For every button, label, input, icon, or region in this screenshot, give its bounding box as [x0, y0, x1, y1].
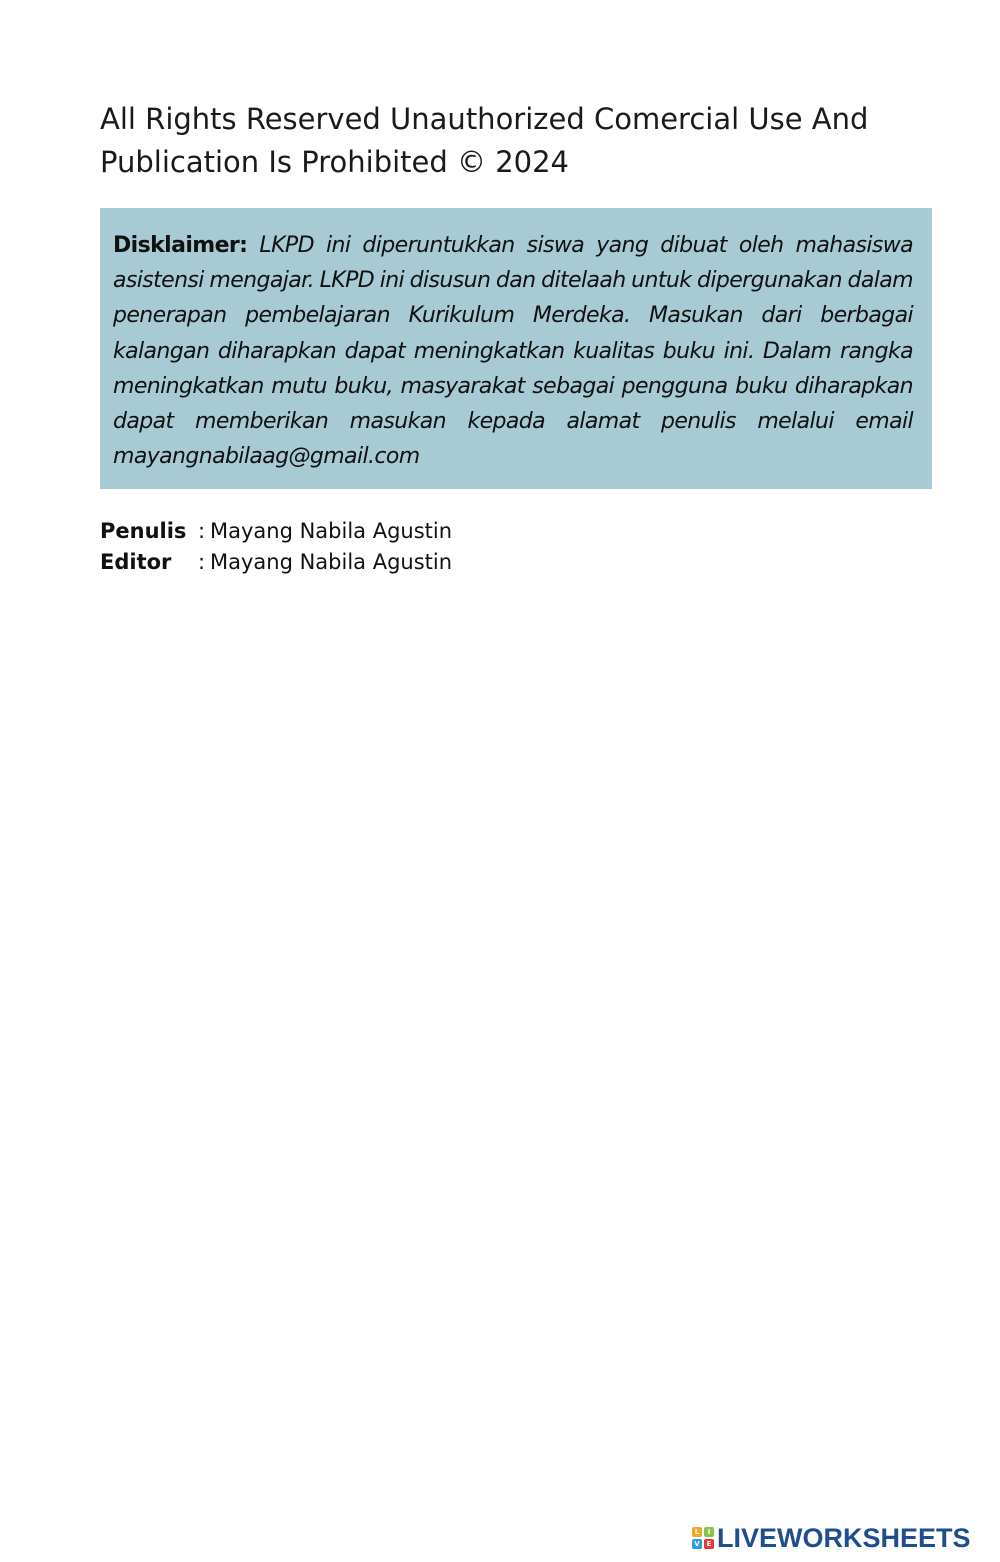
- logo-tile-i: I: [704, 1527, 714, 1537]
- heading-line-2: Publication Is Prohibited © 2024: [100, 145, 570, 179]
- disclaimer-paragraph: [113, 228, 913, 474]
- editor-name: Mayang Nabila Agustin: [210, 550, 453, 574]
- page-heading: [100, 98, 900, 184]
- logo-tile-l: L: [692, 1527, 702, 1537]
- disclaimer-box: [100, 208, 932, 489]
- logo-tile-e: E: [704, 1539, 714, 1549]
- disclaimer-label: Disklaimer:: [113, 233, 248, 258]
- writer-separator: :: [198, 519, 206, 543]
- writer-name: Mayang Nabila Agustin: [210, 519, 453, 543]
- editor-label: Editor: [100, 550, 172, 574]
- logo-grid-icon: [692, 1527, 714, 1549]
- credit-row-editor: [100, 547, 452, 578]
- logo-tile-v: V: [692, 1539, 702, 1549]
- liveworksheets-logo[interactable]: [692, 1521, 971, 1555]
- brand-name: LIVEWORKSHEETS: [717, 1522, 971, 1553]
- credits: [100, 516, 452, 578]
- editor-separator: :: [198, 550, 206, 574]
- writer-label: Penulis: [100, 519, 187, 543]
- heading-line-1: All Rights Reserved Unauthorized Comercial Use And: [100, 102, 869, 136]
- disclaimer-body: LKPD ini diperuntukkan siswa yang dibuat oleh mahasiswa asistensi mengajar. LKPD ini disusun dan ditelaah untuk dipergunakan dalam penerapan pembelajaran Kurikulum Merdeka. Masukan dari berbagai kalangan diharapkan dapat meningkatkan kualitas buku ini. Dalam rangka meningkatkan mutu buku, masyarakat sebagai pengguna buku diharapkan dapat memberikan masukan kepada alamat penulis melalui email mayangnabilaag@gmail.com: [113, 233, 913, 470]
- credit-row-writer: [100, 516, 452, 547]
